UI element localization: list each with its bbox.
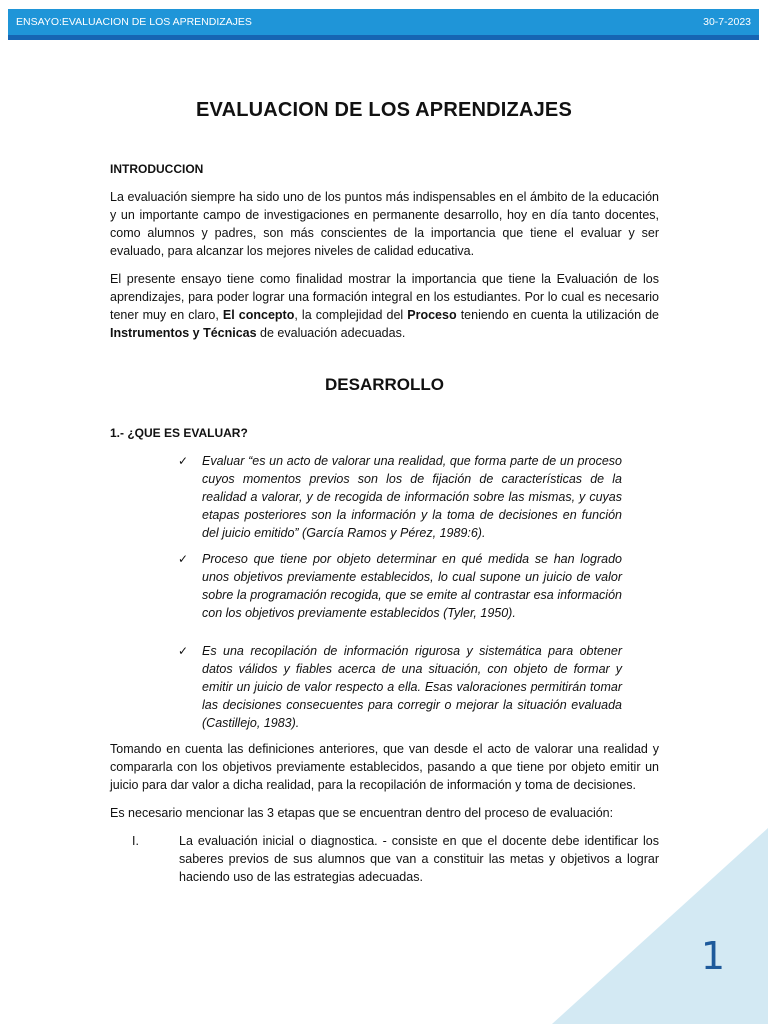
checkmark-icon: ✓ <box>178 644 189 658</box>
page-title: EVALUACION DE LOS APRENDIZAJES <box>195 99 573 121</box>
desarrollo-paragraph-1: Tomando en cuenta las definiciones anteriores, que van desde el acto de valorar una realidad y compararla con los objetivos previamente establecidos, pasando a que tiene por objeto emitir un juicio para dar valor a dicha realidad, para la recopilación de información y toma de decisiones. <box>110 742 659 792</box>
header-date: 30-7-2023 <box>703 16 751 28</box>
definition-text: Proceso que tiene por objeto determinar en qué medida se han logrado unos objetivos previamente establecidos, lo cual supone un juicio de valor sobre la programación recogida, que se emite al contrastar esa información con los objetivos previamente establecidos (Tyler, 1950). <box>202 552 622 620</box>
definition-text: Es una recopilación de información rigurosa y sistemática para obtener datos válidos y fiables acerca de una situación, con objeto de formar y emitir un juicio de valor respecto a ella. Esas valoraciones permitirán tomar las decisiones consecuentes para corregir o mejorar la situación evaluada (Castillejo, 1983). <box>202 644 622 730</box>
question-heading: 1.- ¿QUE ES EVALUAR? <box>110 426 248 440</box>
intro-paragraph-2 <box>110 270 659 342</box>
desarrollo-paragraph-2: Es necesario mencionar las 3 etapas que se encuentran dentro del proceso de evaluación: <box>110 806 614 820</box>
list-item <box>178 642 622 732</box>
intro-p2-text-c: , la complejidad del <box>294 308 408 322</box>
intro-p2-text-g: de evaluación adecuadas. <box>256 326 406 340</box>
intro-heading: INTRODUCCION <box>110 162 204 176</box>
list-item <box>178 550 622 622</box>
definition-list <box>178 452 622 732</box>
intro-p2-text-a: El presente ensayo tiene como finalidad mostrar la importancia que tiene la Evaluación de los aprendizajes, para poder lograr una formación integral en los estudiantes. Por lo cual es necesario tener muy en claro, <box>110 272 659 322</box>
list-item <box>178 452 622 542</box>
desarrollo-heading: DESARROLLO <box>325 375 444 394</box>
header-title: ENSAYO:EVALUACION DE LOS APRENDIZAJES <box>16 16 252 28</box>
checkmark-icon: ✓ <box>178 552 189 566</box>
checkmark-icon: ✓ <box>178 454 189 468</box>
definition-text: Evaluar “es un acto de valorar una realidad, que forma parte de un proceso cuyos momentos previos son los de fijación de características de la realidad a valorar, y de recogida de información sobre las mismas, y cuyas etapas posteriores son la información y la toma de decisiones en función del juicio emitido” (García Ramos y Pérez, 1989:6). <box>202 454 622 540</box>
intro-p2-bold-concepto: El concepto <box>222 308 295 322</box>
stage-text: La evaluación inicial o diagnostica. - consiste en que el docente debe identificar los saberes previos de sus alumnos que van a constituir las metas y objetivos a lograr haciendo uso de las estrategias adecuadas. <box>179 834 659 884</box>
intro-p2-bold-instrumentos: Instrumentos y Técnicas <box>110 326 257 340</box>
document-body <box>110 160 659 886</box>
intro-p2-text-e: teniendo en cuenta la utilización de <box>456 308 660 322</box>
document-header <box>8 9 759 40</box>
triangle-shape <box>552 828 768 1024</box>
stage-numeral: I. <box>132 834 139 848</box>
page-number: 1 <box>700 934 726 978</box>
intro-p2-bold-proceso: Proceso <box>407 308 457 322</box>
intro-paragraph-1: La evaluación siempre ha sido uno de los puntos más indispensables en el ámbito de la educación y un importante campo de investigaciones en permanente desarrollo, hoy en día tanto docentes, como alumnos y padres, son más conscientes de la importancia que tiene el evaluar y ser evaluado, para alcanzar los mejores niveles de calidad educativa. <box>110 190 659 258</box>
corner-triangle-decoration <box>552 828 768 1024</box>
